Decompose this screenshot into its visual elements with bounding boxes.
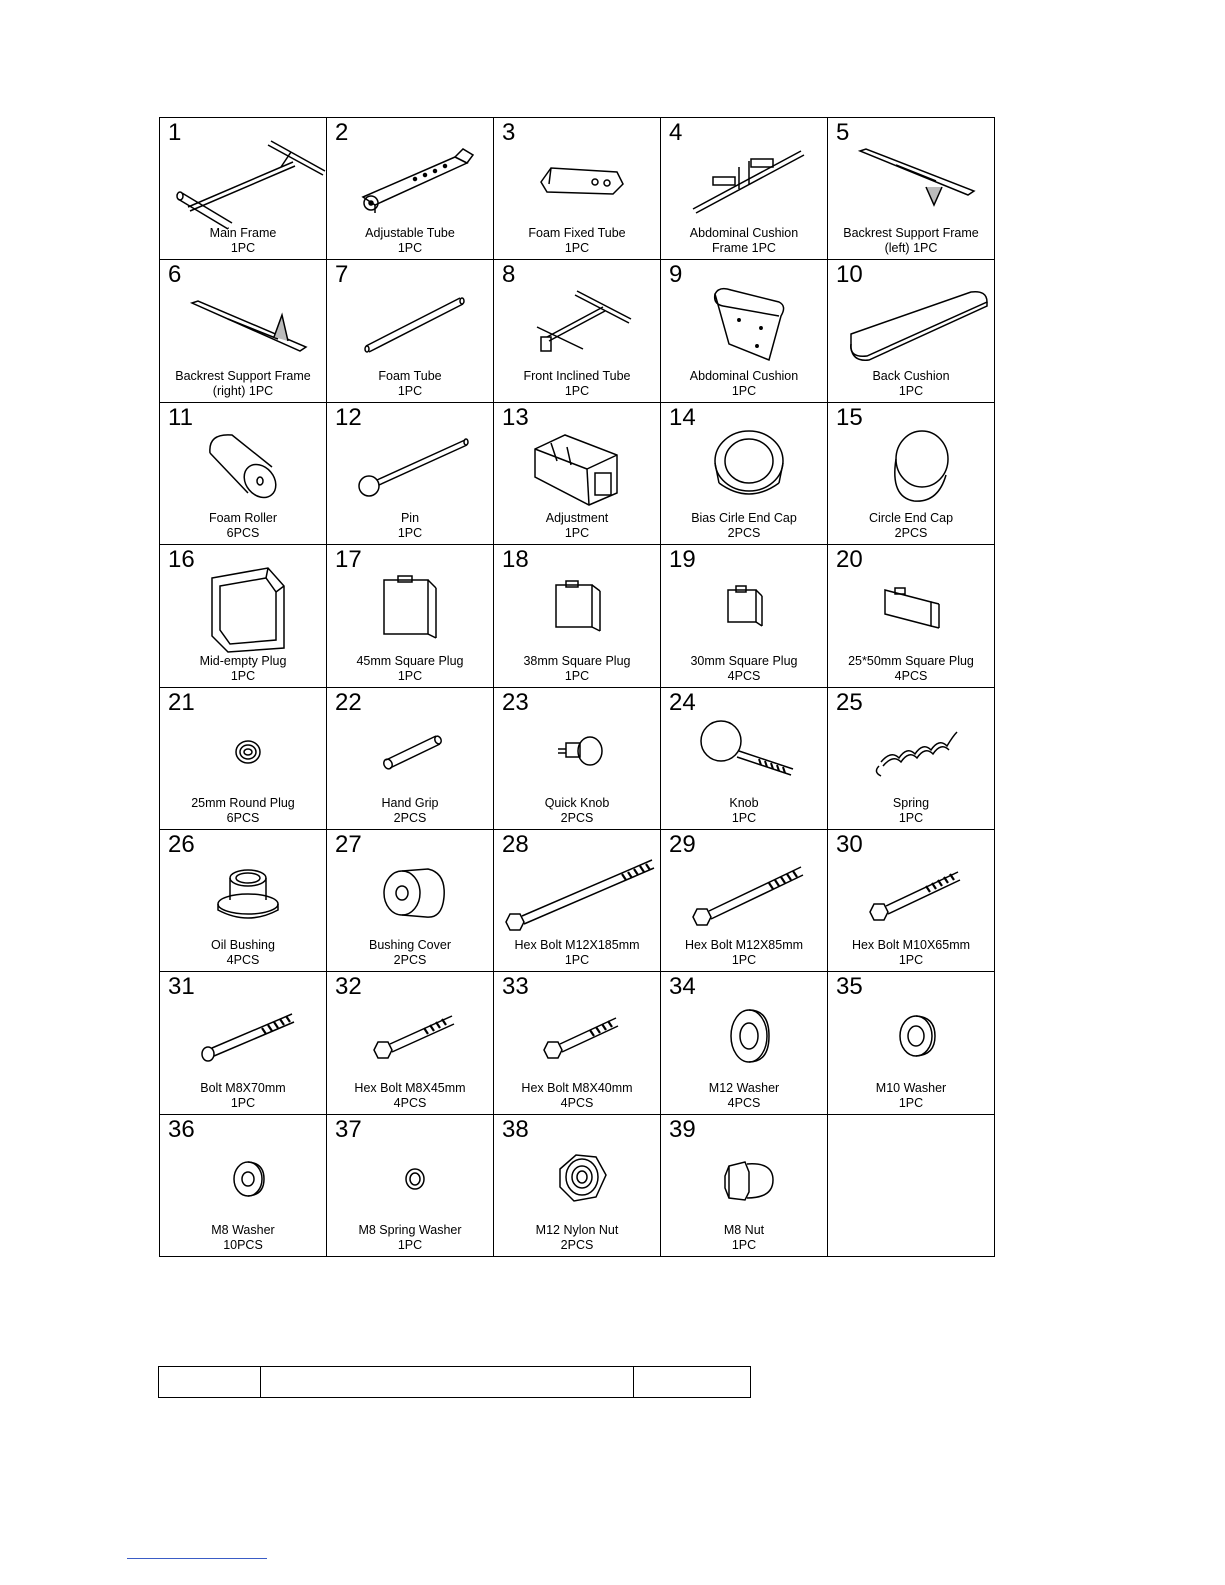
cap-nut-icon bbox=[719, 1154, 779, 1204]
part-cell bbox=[327, 830, 494, 972]
part-caption bbox=[327, 1081, 493, 1111]
part-name: Backrest Support Frame bbox=[843, 226, 979, 241]
part-number: 30 bbox=[836, 830, 863, 858]
part-illustration bbox=[347, 1133, 483, 1225]
part-number: 13 bbox=[502, 403, 529, 431]
backrest-frame-left-icon bbox=[856, 147, 976, 217]
table-cell bbox=[634, 1367, 751, 1398]
hex-bolt-small-icon bbox=[540, 1006, 624, 1066]
part-illustration bbox=[848, 848, 984, 940]
part-quantity: 1PC bbox=[898, 810, 924, 825]
part-number: 37 bbox=[335, 1115, 362, 1143]
part-quantity: 2PCS bbox=[727, 526, 761, 541]
part-number: 17 bbox=[335, 546, 362, 574]
part-caption bbox=[494, 511, 660, 541]
part-cell bbox=[160, 972, 327, 1114]
part-caption bbox=[160, 796, 326, 826]
part-quantity: 1PC bbox=[230, 241, 256, 256]
part-name: Hex Bolt M8X45mm bbox=[354, 1080, 466, 1095]
part-name: Hex Bolt M8X40mm bbox=[521, 1080, 633, 1095]
part-cell bbox=[661, 118, 828, 260]
part-name: Oil Bushing bbox=[211, 938, 275, 953]
part-illustration bbox=[514, 706, 650, 798]
part-quantity: 1PC bbox=[397, 383, 423, 398]
part-illustration bbox=[180, 706, 316, 798]
part-cell bbox=[661, 403, 828, 545]
part-cell bbox=[661, 830, 828, 972]
quick-knob-icon bbox=[552, 727, 612, 777]
part-caption bbox=[494, 1223, 660, 1253]
spring-washer-icon bbox=[400, 1164, 430, 1194]
hex-bolt-long-icon bbox=[502, 854, 661, 934]
part-cell bbox=[828, 260, 995, 402]
empty-cell bbox=[828, 1115, 995, 1257]
table-cell bbox=[261, 1367, 634, 1398]
part-name: Abdominal Cushion bbox=[689, 226, 799, 241]
part-caption bbox=[160, 226, 326, 256]
part-number: 12 bbox=[335, 403, 362, 431]
part-illustration bbox=[347, 563, 483, 655]
part-caption bbox=[160, 654, 326, 684]
part-number: 7 bbox=[335, 261, 349, 289]
part-number: 19 bbox=[669, 546, 696, 574]
part-quantity: 1PC bbox=[397, 668, 423, 683]
part-number: 18 bbox=[502, 546, 529, 574]
foam-fixed-tube-icon bbox=[537, 162, 627, 202]
part-caption bbox=[327, 511, 493, 541]
hand-grip-icon bbox=[380, 732, 450, 772]
part-caption bbox=[160, 1223, 326, 1253]
part-number: 14 bbox=[669, 403, 696, 431]
part-caption bbox=[494, 938, 660, 968]
part-name: Bushing Cover bbox=[369, 938, 451, 953]
part-number: 8 bbox=[502, 261, 516, 289]
part-quantity: Frame 1PC bbox=[712, 241, 776, 256]
part-illustration bbox=[681, 563, 817, 655]
part-quantity: 2PCS bbox=[560, 1238, 594, 1252]
part-caption bbox=[327, 796, 493, 826]
part-caption bbox=[828, 654, 994, 684]
part-number: 5 bbox=[836, 119, 850, 146]
part-quantity: 1PC bbox=[397, 241, 423, 256]
part-quantity: 1PC bbox=[230, 1095, 256, 1110]
part-caption bbox=[494, 226, 660, 256]
front-inclined-tube-icon bbox=[527, 289, 637, 359]
washer-small-icon bbox=[226, 1157, 270, 1201]
backrest-frame-right-icon bbox=[188, 289, 308, 359]
part-caption bbox=[828, 369, 994, 399]
adjustable-tube-icon bbox=[355, 147, 475, 217]
footer-link-underline bbox=[127, 1558, 267, 1559]
part-cell bbox=[160, 403, 327, 545]
part-quantity: 1PC bbox=[397, 1238, 423, 1252]
back-cushion-icon bbox=[841, 284, 991, 364]
part-number: 4 bbox=[669, 119, 683, 146]
part-illustration bbox=[514, 278, 650, 370]
part-cell bbox=[494, 260, 661, 402]
part-quantity: 1PC bbox=[564, 953, 590, 968]
foam-roller-icon bbox=[198, 427, 298, 507]
part-illustration bbox=[180, 1133, 316, 1225]
foam-tube-icon bbox=[360, 294, 470, 354]
part-quantity: 4PCS bbox=[727, 668, 761, 683]
part-name: M8 Washer bbox=[211, 1223, 275, 1237]
part-quantity: 4PCS bbox=[393, 1095, 427, 1110]
part-caption bbox=[494, 369, 660, 399]
part-number: 1 bbox=[168, 119, 182, 146]
part-quantity: 2PCS bbox=[393, 953, 427, 968]
part-caption bbox=[327, 226, 493, 256]
square-plug-45-icon bbox=[380, 574, 450, 644]
part-caption bbox=[327, 369, 493, 399]
part-number: 10 bbox=[836, 261, 863, 289]
part-number: 25 bbox=[836, 688, 863, 716]
part-quantity: 1PC bbox=[397, 526, 423, 541]
part-name: Quick Knob bbox=[544, 795, 610, 810]
part-quantity: 1PC bbox=[731, 953, 757, 968]
part-caption bbox=[327, 654, 493, 684]
part-illustration bbox=[681, 990, 817, 1082]
part-caption bbox=[661, 226, 827, 256]
part-cell bbox=[661, 688, 828, 830]
pin-icon bbox=[355, 432, 475, 502]
part-illustration bbox=[180, 990, 316, 1082]
main-frame-icon bbox=[173, 137, 323, 227]
part-cell bbox=[494, 830, 661, 972]
part-name: 30mm Square Plug bbox=[690, 653, 798, 668]
table-cell bbox=[159, 1367, 261, 1398]
part-quantity: (left) 1PC bbox=[884, 241, 938, 256]
part-number: 26 bbox=[168, 830, 195, 858]
part-name: Foam Tube bbox=[378, 368, 442, 383]
abdominal-cushion-icon bbox=[709, 284, 789, 364]
part-cell bbox=[327, 972, 494, 1114]
part-name: Pin bbox=[400, 511, 420, 526]
part-quantity: 2PCS bbox=[393, 810, 427, 825]
part-quantity: 1PC bbox=[898, 953, 924, 968]
part-number: 2 bbox=[335, 119, 349, 146]
part-illustration bbox=[514, 563, 650, 655]
part-number: 21 bbox=[168, 688, 195, 716]
part-illustration bbox=[848, 563, 984, 655]
part-name: Bias Cirle End Cap bbox=[691, 511, 797, 526]
part-name: 38mm Square Plug bbox=[523, 653, 631, 668]
part-cell bbox=[661, 545, 828, 687]
part-caption bbox=[828, 1081, 994, 1111]
part-quantity: 1PC bbox=[564, 668, 590, 683]
part-illustration bbox=[681, 848, 817, 940]
part-cell bbox=[828, 545, 995, 687]
part-name: Main Frame bbox=[209, 226, 277, 241]
part-cell bbox=[327, 545, 494, 687]
part-cell bbox=[494, 688, 661, 830]
part-name: 45mm Square Plug bbox=[356, 653, 464, 668]
part-illustration bbox=[180, 563, 316, 655]
part-number: 32 bbox=[335, 973, 362, 1001]
part-caption bbox=[160, 1081, 326, 1111]
table-row bbox=[159, 1367, 751, 1398]
part-quantity: 1PC bbox=[898, 383, 924, 398]
part-cell bbox=[160, 260, 327, 402]
part-caption bbox=[661, 511, 827, 541]
part-number: 20 bbox=[836, 546, 863, 574]
knob-icon bbox=[699, 717, 799, 787]
part-quantity: 6PCS bbox=[226, 810, 260, 825]
part-cell bbox=[327, 403, 494, 545]
part-caption bbox=[327, 938, 493, 968]
part-name: Hex Bolt M12X185mm bbox=[514, 938, 640, 953]
part-cell bbox=[661, 972, 828, 1114]
part-illustration bbox=[347, 278, 483, 370]
part-number: 29 bbox=[669, 830, 696, 858]
nylon-nut-icon bbox=[552, 1149, 612, 1209]
part-number: 34 bbox=[669, 973, 696, 1001]
part-caption bbox=[494, 796, 660, 826]
rect-plug-25x50-icon bbox=[881, 584, 951, 634]
part-illustration bbox=[347, 848, 483, 940]
part-illustration bbox=[848, 990, 984, 1082]
part-name: Back Cushion bbox=[872, 368, 950, 383]
part-name: Spring bbox=[892, 795, 930, 810]
part-number: 15 bbox=[836, 403, 863, 431]
part-cell bbox=[494, 972, 661, 1114]
part-number: 28 bbox=[502, 830, 529, 858]
part-illustration bbox=[514, 990, 650, 1082]
hex-bolt-medium-icon bbox=[689, 859, 809, 929]
part-quantity: 1PC bbox=[564, 241, 590, 256]
circle-end-cap-icon bbox=[876, 427, 956, 507]
part-name: Mid-empty Plug bbox=[199, 653, 287, 668]
part-name: Hex Bolt M12X85mm bbox=[684, 938, 804, 953]
part-illustration bbox=[347, 421, 483, 513]
part-name: M10 Washer bbox=[875, 1080, 947, 1095]
part-cell bbox=[160, 118, 327, 260]
washer-medium-icon bbox=[891, 1011, 941, 1061]
part-illustration bbox=[848, 136, 984, 228]
part-number: 6 bbox=[168, 261, 182, 289]
part-number: 31 bbox=[168, 973, 195, 1001]
part-illustration bbox=[180, 848, 316, 940]
part-illustration bbox=[514, 848, 650, 940]
part-caption bbox=[661, 654, 827, 684]
part-name: Circle End Cap bbox=[868, 511, 954, 526]
part-cell bbox=[327, 1115, 494, 1257]
part-name: Front Inclined Tube bbox=[523, 368, 631, 383]
part-caption bbox=[828, 796, 994, 826]
spring-icon bbox=[871, 722, 961, 782]
part-cell bbox=[828, 830, 995, 972]
part-cell bbox=[494, 1115, 661, 1257]
part-caption bbox=[828, 511, 994, 541]
adjustment-icon bbox=[527, 427, 637, 507]
part-caption bbox=[160, 938, 326, 968]
abdominal-cushion-frame-icon bbox=[689, 147, 809, 217]
part-number: 24 bbox=[669, 688, 696, 716]
part-number: 38 bbox=[502, 1115, 529, 1143]
blank-table bbox=[158, 1366, 751, 1398]
part-cell bbox=[828, 118, 995, 260]
part-number: 36 bbox=[168, 1115, 195, 1143]
part-number: 23 bbox=[502, 688, 529, 716]
part-quantity: 1PC bbox=[564, 383, 590, 398]
part-illustration bbox=[681, 421, 817, 513]
part-cell bbox=[327, 118, 494, 260]
part-name: Adjustment bbox=[545, 511, 609, 526]
part-quantity: 2PCS bbox=[560, 810, 594, 825]
part-name: Bolt M8X70mm bbox=[200, 1080, 286, 1095]
part-quantity: 4PCS bbox=[226, 953, 260, 968]
part-quantity: (right) 1PC bbox=[212, 383, 274, 398]
part-caption bbox=[661, 796, 827, 826]
part-number: 9 bbox=[669, 261, 683, 289]
part-illustration bbox=[347, 136, 483, 228]
part-illustration bbox=[681, 1133, 817, 1225]
part-caption bbox=[327, 1223, 493, 1253]
part-name: M8 Nut bbox=[723, 1223, 765, 1237]
part-illustration bbox=[347, 990, 483, 1082]
part-cell bbox=[327, 688, 494, 830]
part-illustration bbox=[514, 1133, 650, 1225]
part-number: 22 bbox=[335, 688, 362, 716]
part-number: 27 bbox=[335, 830, 362, 858]
part-name: Knob bbox=[729, 795, 759, 810]
part-name: Adjustable Tube bbox=[365, 226, 455, 241]
bias-circle-end-cap-icon bbox=[709, 427, 789, 507]
hex-bolt-small-icon bbox=[370, 1006, 460, 1066]
part-caption bbox=[828, 226, 994, 256]
part-illustration bbox=[180, 421, 316, 513]
part-cell bbox=[661, 1115, 828, 1257]
part-name: Foam Fixed Tube bbox=[528, 226, 626, 241]
part-cell bbox=[160, 545, 327, 687]
part-caption bbox=[828, 938, 994, 968]
part-illustration bbox=[514, 136, 650, 228]
part-caption bbox=[160, 511, 326, 541]
part-quantity: 4PCS bbox=[727, 1095, 761, 1110]
part-number: 3 bbox=[502, 119, 516, 146]
part-illustration bbox=[848, 706, 984, 798]
part-name: M12 Washer bbox=[708, 1080, 780, 1095]
part-quantity: 1PC bbox=[898, 1095, 924, 1110]
part-cell bbox=[494, 118, 661, 260]
part-caption bbox=[661, 938, 827, 968]
part-name: Foam Roller bbox=[208, 511, 278, 526]
square-plug-30-icon bbox=[724, 584, 774, 634]
part-quantity: 1PC bbox=[731, 810, 757, 825]
part-quantity: 1PC bbox=[731, 1238, 757, 1252]
part-number: 16 bbox=[168, 546, 195, 574]
mid-empty-plug-icon bbox=[208, 564, 288, 654]
part-name: Hex Bolt M10X65mm bbox=[851, 938, 971, 953]
part-cell bbox=[828, 403, 995, 545]
part-illustration bbox=[848, 278, 984, 370]
part-quantity: 1PC bbox=[731, 383, 757, 398]
part-illustration bbox=[180, 278, 316, 370]
bushing-cover-icon bbox=[380, 859, 450, 929]
part-name: M8 Spring Washer bbox=[358, 1223, 462, 1237]
part-name: Backrest Support Frame bbox=[175, 368, 311, 383]
part-name: 25*50mm Square Plug bbox=[848, 653, 974, 668]
part-quantity: 1PC bbox=[564, 526, 590, 541]
part-cell bbox=[661, 260, 828, 402]
part-cell bbox=[160, 1115, 327, 1257]
part-illustration bbox=[347, 706, 483, 798]
part-name: Hand Grip bbox=[381, 795, 439, 810]
round-head-bolt-icon bbox=[198, 1006, 298, 1066]
part-illustration bbox=[180, 136, 316, 228]
part-quantity: 1PC bbox=[230, 668, 256, 683]
washer-large-icon bbox=[719, 1006, 779, 1066]
part-quantity: 2PCS bbox=[894, 526, 928, 541]
part-name: 25mm Round Plug bbox=[191, 795, 295, 810]
part-name: Abdominal Cushion bbox=[689, 368, 799, 383]
part-cell bbox=[160, 688, 327, 830]
part-quantity: 6PCS bbox=[226, 526, 260, 541]
part-number: 35 bbox=[836, 973, 863, 1001]
part-illustration bbox=[681, 278, 817, 370]
part-caption bbox=[494, 1081, 660, 1111]
part-cell bbox=[160, 830, 327, 972]
hex-bolt-short-icon bbox=[866, 864, 966, 924]
part-illustration bbox=[514, 421, 650, 513]
part-cell bbox=[828, 972, 995, 1114]
square-plug-38-icon bbox=[552, 579, 612, 639]
oil-bushing-icon bbox=[213, 864, 283, 924]
part-number: 33 bbox=[502, 973, 529, 1001]
part-cell bbox=[494, 545, 661, 687]
part-name: M12 Nylon Nut bbox=[535, 1223, 619, 1237]
part-caption bbox=[661, 1081, 827, 1111]
part-quantity: 4PCS bbox=[894, 668, 928, 683]
round-plug-icon bbox=[228, 732, 268, 772]
part-cell bbox=[828, 688, 995, 830]
part-quantity: 10PCS bbox=[223, 1238, 263, 1252]
part-cell bbox=[327, 260, 494, 402]
part-caption bbox=[494, 654, 660, 684]
part-illustration bbox=[681, 136, 817, 228]
part-quantity: 4PCS bbox=[560, 1095, 594, 1110]
part-caption bbox=[160, 369, 326, 399]
part-caption bbox=[661, 1223, 827, 1253]
part-illustration bbox=[848, 421, 984, 513]
part-number: 39 bbox=[669, 1115, 696, 1143]
part-caption bbox=[661, 369, 827, 399]
part-number: 11 bbox=[168, 403, 193, 431]
part-cell bbox=[494, 403, 661, 545]
part-illustration bbox=[681, 706, 817, 798]
parts-list-grid bbox=[159, 117, 995, 1257]
